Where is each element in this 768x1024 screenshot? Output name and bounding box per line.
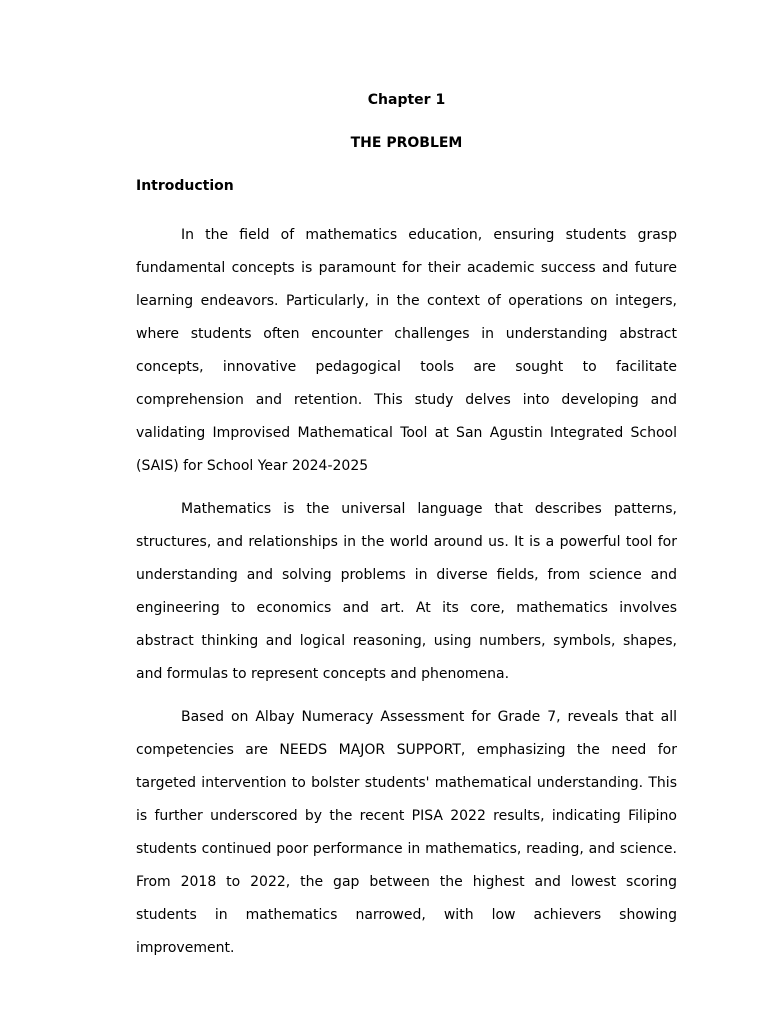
chapter-label: Chapter 1 [367, 92, 446, 108]
chapter-title: THE PROBLEM [350, 135, 463, 151]
document-page [136, 90, 677, 975]
paragraph-3: Based on Albay Numeracy Assessment for Grade 7, reveals that all competencies are NEEDS MAJOR SUPPORT, emphasizing the need for targeted intervention to bolster students' mathematical understanding. This is further underscored by the recent PISA 2022 results, indicating Filipino students continued poor performance in mathematics, reading, and science. From 2018 to 2022, the gap between the highest and lowest scoring students in mathematics narrowed, with low achievers showing improvement. [136, 709, 677, 956]
paragraph-1: In the field of mathematics education, ensuring students grasp fundamental concepts is paramount for their academic success and future learning endeavors. Particularly, in the context of operations on integers, where students often encounter challenges in understanding abstract concepts, innovative pedagogical tools are sought to facilitate comprehension and retention. This study delves into developing and validating Improvised Mathematical Tool at San Agustin Integrated School (SAIS) for School Year 2024-2025 [136, 227, 677, 474]
paragraph-2: Mathematics is the universal language that describes patterns, structures, and relationships in the world around us. It is a powerful tool for understanding and solving problems in diverse fields, from science and engineering to economics and art. At its core, mathematics involves abstract thinking and logical reasoning, using numbers, symbols, shapes, and formulas to represent concepts and phenomena. [136, 501, 677, 682]
section-heading: Introduction [136, 178, 234, 194]
